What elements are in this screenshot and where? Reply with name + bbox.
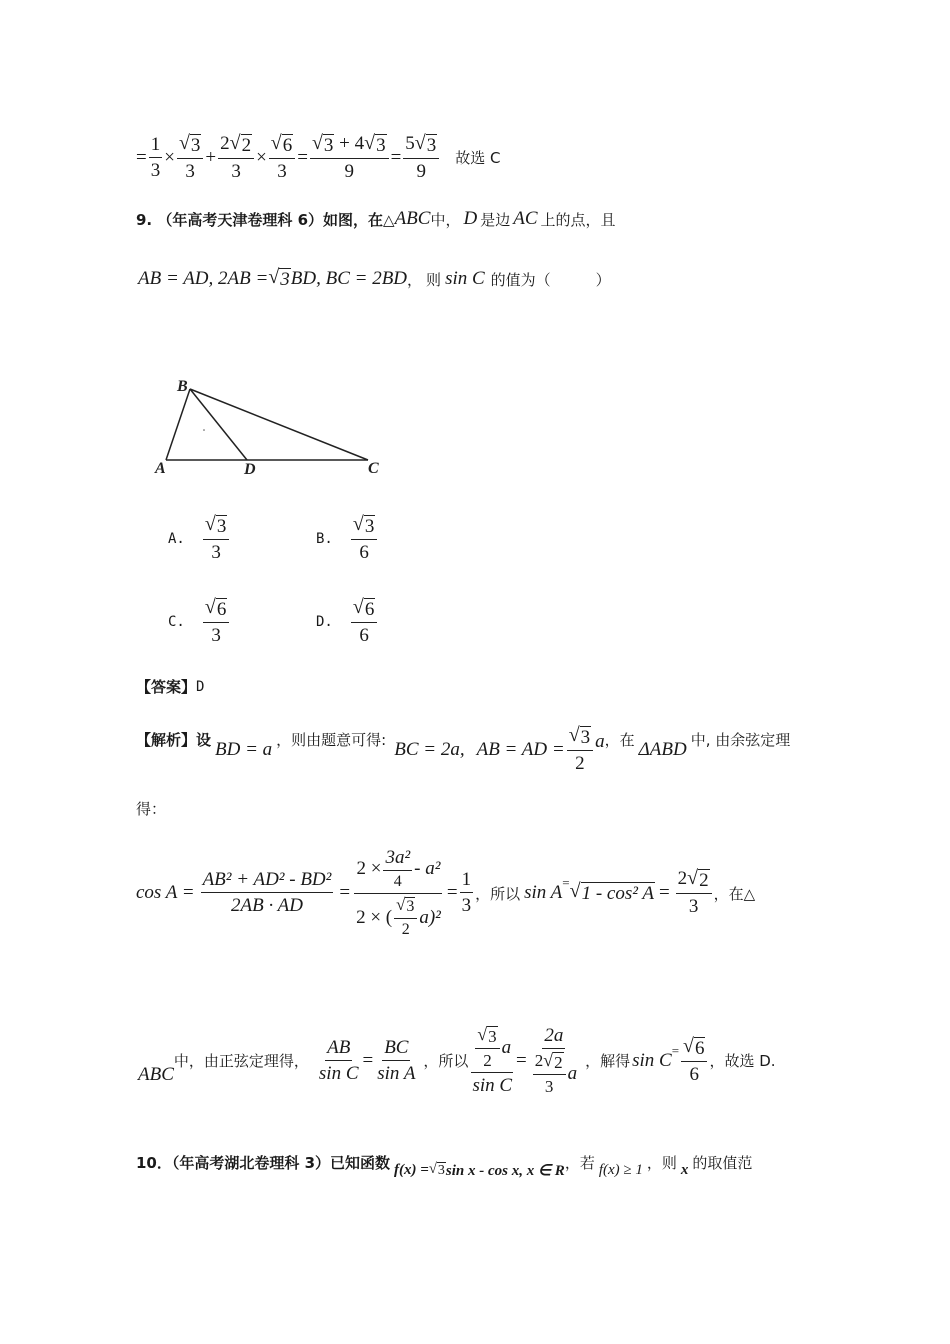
calc-line: [136, 134, 501, 182]
fraction: √ 3 3: [177, 134, 203, 182]
side-ab: [166, 389, 190, 460]
q9-stem: 9. （年高考天津卷理科 6）如图，在△ ABC 中， D 是边 AC 上的点，且: [136, 208, 616, 229]
fraction: 2 √ 2 3: [218, 134, 254, 182]
eq-sign: =: [390, 146, 402, 168]
vertex-label-b: B: [177, 378, 188, 395]
note-text: 故选 C: [455, 149, 501, 168]
times-sign: ×: [256, 146, 267, 168]
analysis-continuation: 得：: [136, 800, 167, 818]
eq-sign: =: [297, 146, 308, 168]
fraction: √ 3 + 4 √ 3 9: [310, 134, 389, 182]
fraction: √ 6 3: [269, 134, 295, 182]
eq-sign: =: [136, 146, 147, 168]
q9-condition: AB = AD, 2AB = √ 3 BD, BC = 2BD ， 则 sin C 的值为（ ）: [138, 266, 611, 291]
radical: √ 3: [178, 132, 201, 156]
radical: √ 3: [268, 266, 290, 291]
fraction: $\frac{1}{3}$: [150, 134, 161, 181]
analysis-line: 【解析】设 BD = a ，则由题意可得: BC = 2a, AB = AD = √ 3 2 a ，在 ΔABD 中, 由余弦定理: [136, 724, 791, 774]
option-a[interactable]: A. √ 3 3: [168, 515, 231, 563]
vertex-label-a: A: [155, 460, 166, 477]
sine-formula-line: ABC 中，由正弦定理得， $\frac{AB}{\text{sin C}}$ = $\frac{BC}{\text{sin A}}$ ，所以 √ 3 2 a sin C = 2a 2 √ 2 3 a ，解得 sin C = √ 6 6 ，故选 D.: [138, 1024, 776, 1096]
side-bc: [190, 389, 368, 460]
triangle-figure: [150, 375, 390, 480]
cos-formula-line: cos A = $\frac{\text{AB² + AD² - BD²}}{2AB \cdot AD}$ = 2 × $\frac{\text{3a²}}{4}$ - a² 2 × ( √ 3 2 a)² = $\frac{1}{3}$ ，所以 sin A = √ 1 - cos² A = 2 √ 2 3 ，在△: [136, 847, 756, 938]
vertex-label-c: C: [368, 460, 379, 477]
vertex-label-d: D: [244, 461, 256, 478]
fraction: 5 √ 3 9: [403, 134, 439, 182]
option-c[interactable]: C. √ 6 3: [168, 598, 231, 646]
dot-mark: [203, 429, 205, 431]
option-d[interactable]: D. √ 6 6: [316, 598, 379, 646]
option-b[interactable]: B. √ 3 6: [316, 515, 379, 563]
plus-sign: +: [205, 146, 217, 168]
q10-stem: 10．（年高考湖北卷理科 3）已知函数 f(x) = √ 3 sin x - cos x, x ∈ R ，若 f(x) ≥ 1 ，则 x 的取值范: [136, 1154, 753, 1179]
times-sign: ×: [164, 146, 175, 168]
answer-line: 【答案】 D: [136, 678, 205, 696]
